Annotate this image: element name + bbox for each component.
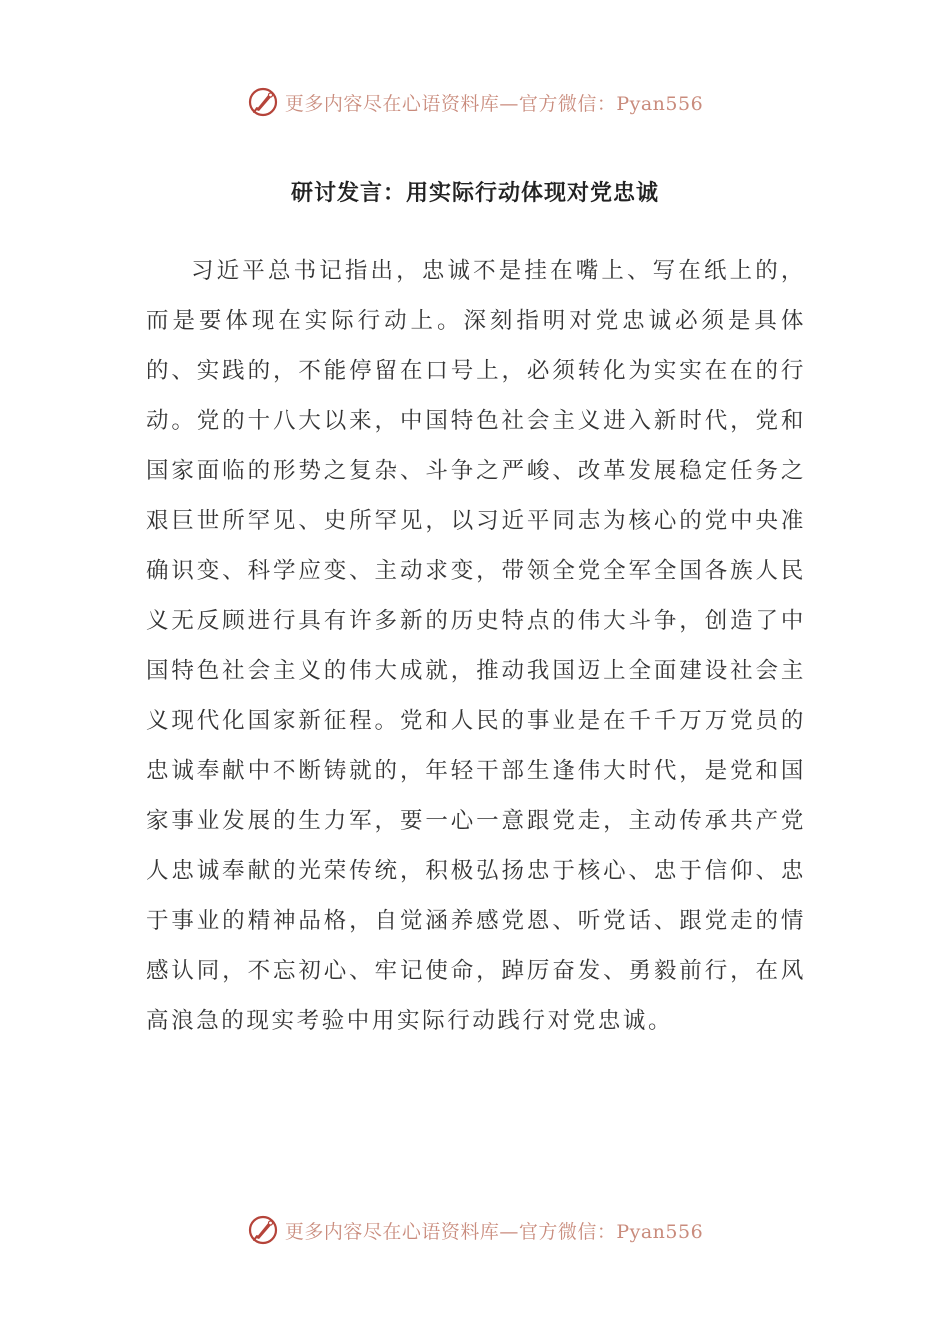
footer-banner-text: 更多内容尽在心语资料库—官方微信：Pyan556	[284, 1220, 704, 1243]
header-banner-inner	[247, 86, 703, 118]
document-paragraph: 习近平总书记指出，忠诚不是挂在嘴上、写在纸上的，而是要体现在实际行动上。深刻指明对党忠诚必须是具体的、实践的，不能停留在口号上，必须转化为实实在在的行动。党的十八大以来，中国特色社会主义进入新时代，党和国家面临的形势之复杂、斗争之严峻、改革发展稳定任务之艰巨世所罕见、史所罕见，以习近平同志为核心的党中央准确识变、科学应变、主动求变，带领全党全军全国各族人民义无反顾进行具有许多新的历史特点的伟大斗争，创造了中国特色社会主义的伟大成就，推动我国迈上全面建设社会主义现代化国家新征程。党和人民的事业是在千千万万党员的忠诚奉献中不断铸就的，年轻干部生逢伟大时代，是党和国家事业发展的生力军，要一心一意跟党走，主动传承共产党人忠诚奉献的光荣传统，积极弘扬忠于核心、忠于信仰、忠于事业的精神品格，自觉涵养感党恩、听党话、跟党走的情感认同，不忘初心、牢记使命，踔厉奋发、勇毅前行，在风高浪急的现实考验中用实际行动践行对党忠诚。	[146, 258, 806, 1034]
header-banner-text: 更多内容尽在心语资料库—官方微信：Pyan556	[284, 92, 704, 115]
footer-banner	[0, 1208, 950, 1252]
quill-pen-logo-icon	[247, 1214, 279, 1246]
quill-pen-logo-icon	[247, 86, 279, 118]
footer-banner-inner	[247, 1214, 703, 1246]
header-banner	[0, 80, 950, 124]
document-title: 研讨发言：用实际行动体现对党忠诚	[290, 181, 659, 206]
